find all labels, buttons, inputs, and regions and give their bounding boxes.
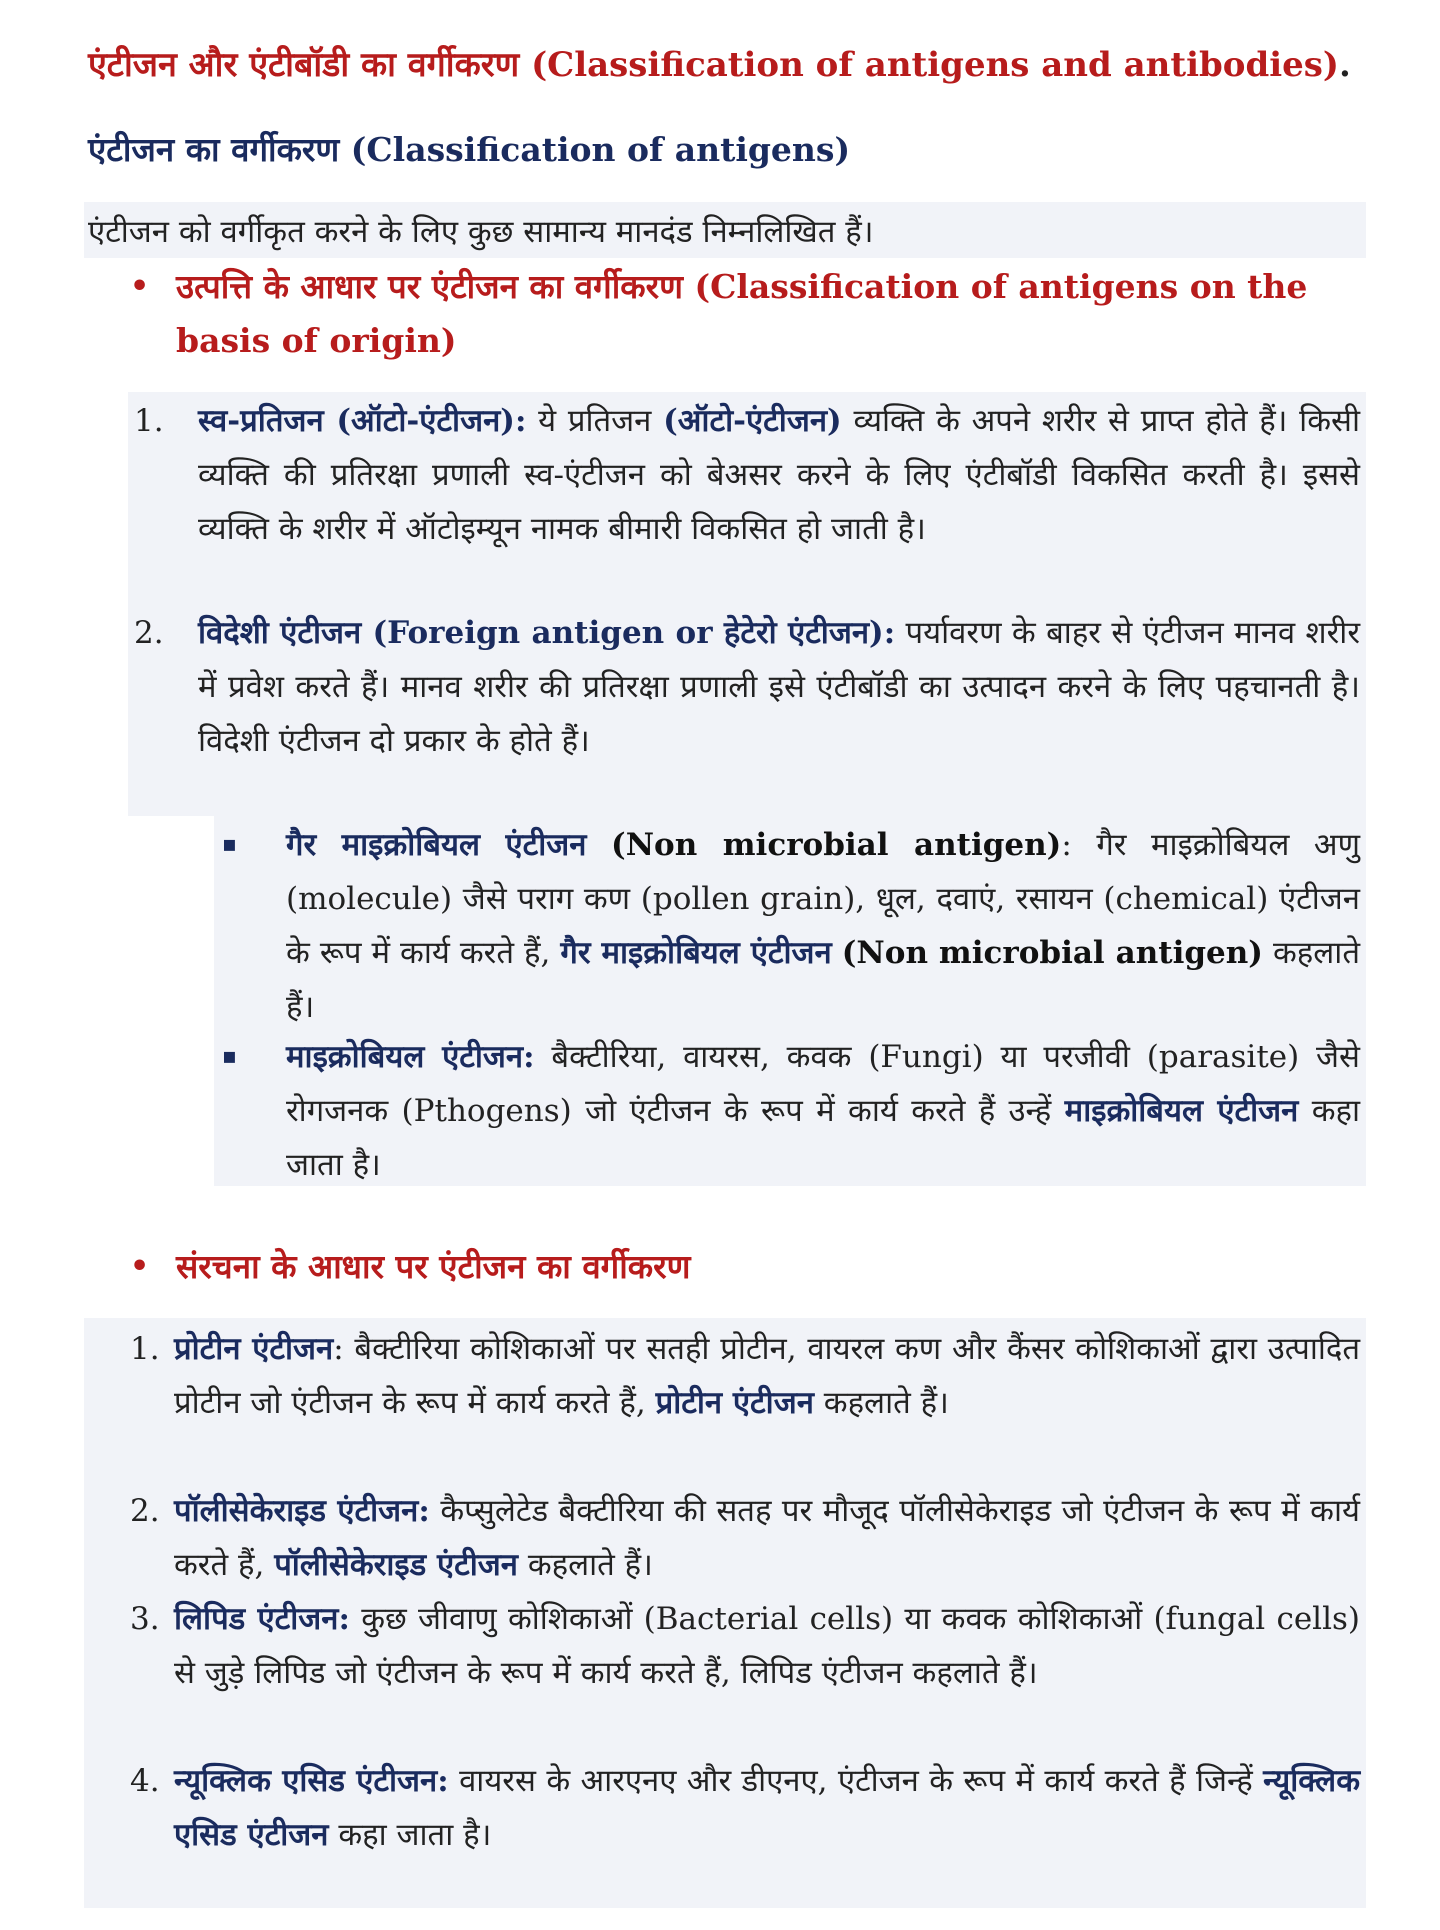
intro-text: एंटीजन को वर्गीकृत करने के लिए कुछ सामान्य मानदंड निम्नलिखित हैं। [88, 214, 874, 250]
title-english: (Classification of antigens and antibodies) [531, 45, 1340, 85]
term-auto-antigen: स्व-प्रतिजन (ऑटो-एंटीजन): [198, 403, 527, 439]
title-hindi: एंटीजन और एंटीबॉडी का वर्गीकरण [88, 45, 520, 85]
subtitle-english: (Classification of antigens) [350, 130, 851, 169]
list-item-foreign-antigen [134, 606, 1360, 768]
section2-heading-text: संरचना के आधार पर एंटीजन का वर्गीकरण [176, 1247, 691, 1286]
term-protein-antigen-2: प्रोटीन एंटीजन [655, 1385, 814, 1421]
item-text: कुछ जीवाणु कोशिकाओं (Bacterial cells) या कवक कोशिकाओं (fungal cells) से जुड़े लिपिड जो एंटीजन के रूप में कार्य करते हैं, लिपिड एंटीजन कहलाते हैं। [174, 1601, 1360, 1691]
list-item-polysaccharide-antigen [130, 1484, 1360, 1592]
item-tail: कहलाते हैं। [823, 1385, 949, 1421]
section1-heading-hindi: उत्पत्ति के आधार पर एंटीजन का वर्गीकरण [176, 267, 683, 306]
term-microbial: माइक्रोबियल एंटीजन: [286, 1039, 535, 1075]
term-non-microbial-english-2: (Non microbial antigen) [841, 935, 1263, 971]
item-number: 4. [130, 1763, 160, 1799]
page-title [88, 40, 1351, 86]
square-bullet: ▪ [222, 1044, 237, 1069]
item-text: वायरस के आरएनए और डीएनए, एंटीजन के रूप में कार्य करते हैं जिन्हें [459, 1763, 1253, 1799]
item-tail: कहलाते हैं। [527, 1547, 653, 1583]
term-polysaccharide-antigen: पॉलीसेकेराइड एंटीजन: [174, 1493, 430, 1529]
term-foreign-antigen: विदेशी एंटीजन (Foreign antigen or हेटेरो एंटीजन): [198, 615, 896, 651]
bullet-dot: • [130, 1249, 150, 1284]
sublist-item-non-microbial [222, 818, 1360, 1034]
item-text: व्यक्ति के अपने शरीर से प्राप्त होते हैं। किसी व्यक्ति की प्रतिरक्षा प्रणाली स्व-एंटीजन को बेअसर करने के लिए एंटीबॉडी विकसित करती है। इससे व्यक्ति के शरीर में ऑटोइम्यून नामक बीमारी विकसित हो जाती है। [198, 403, 1360, 547]
item-number: 3. [130, 1601, 160, 1637]
item-text: कैप्सुलेटेड बैक्टीरिया की सतह पर मौजूद पॉलीसेकेराइड जो एंटीजन के रूप में कार्य करते हैं, [174, 1493, 1360, 1583]
bullet-dot: • [130, 269, 150, 304]
term-non-microbial-english: (Non microbial antigen) [611, 827, 1062, 863]
sublist-item-microbial [222, 1030, 1360, 1192]
list-item-auto-antigen [134, 394, 1360, 556]
term-lipid-antigen: लिपिड एंटीजन: [174, 1601, 350, 1637]
item-tail: कहा जाता है। [338, 1817, 492, 1853]
item-text: पर्यावरण के बाहर से एंटीजन मानव शरीर में प्रवेश करते हैं। मानव शरीर की प्रतिरक्षा प्रणाली इसे एंटीबॉडी का उत्पादन करने के लिए पहचानती है। विदेशी एंटीजन दो प्रकार के होते हैं। [198, 615, 1360, 759]
item-text: : गैर माइक्रोबियल अणु (molecule) जैसे पराग कण (pollen grain), धूल, दवाएं, रसायन (chemical) एंटीजन के रूप में कार्य करते हैं, [286, 827, 1360, 971]
square-bullet: ▪ [222, 832, 237, 857]
term-auto-antigen-2: (ऑटो-एंटीजन) [663, 403, 842, 439]
item-text: ये प्रतिजन [538, 403, 652, 439]
subtitle-hindi: एंटीजन का वर्गीकरण [88, 130, 340, 169]
term-microbial-2: माइक्रोबियल एंटीजन [1064, 1093, 1299, 1129]
item-number: 1. [130, 1331, 160, 1367]
title-period: . [1339, 45, 1351, 85]
item-number: 2. [134, 615, 164, 651]
list-item-nucleic-acid-antigen [130, 1754, 1360, 1862]
term-non-microbial-hindi-2: गैर माइक्रोबियल एंटीजन [560, 935, 832, 971]
term-polysaccharide-antigen-2: पॉलीसेकेराइड एंटीजन [274, 1547, 518, 1583]
section1-heading-english: (Classification of antigens on the basis of origin) [176, 267, 1308, 360]
term-protein-antigen: प्रोटीन एंटीजन [174, 1331, 334, 1367]
section1-heading [130, 260, 1355, 368]
list-item-protein-antigen [130, 1322, 1360, 1430]
item-number: 1. [134, 403, 164, 439]
item-text: : बैक्टीरिया कोशिकाओं पर सतही प्रोटीन, वायरल कण और कैंसर कोशिकाओं द्वारा उत्पादित प्रोटीन जो एंटीजन के रूप में कार्य करते हैं, [174, 1331, 1361, 1421]
term-non-microbial-hindi: गैर माइक्रोबियल एंटीजन [286, 827, 587, 863]
item-text: बैक्टीरिया, वायरस, कवक (Fungi) या परजीवी (parasite) जैसे रोगजनक (Pthogens) जो एंटीजन के रूप में कार्य करते हैं उन्हें [286, 1039, 1361, 1129]
list-item-lipid-antigen [130, 1592, 1360, 1700]
term-nucleic-acid-antigen-2: न्यूक्लिक एसिड एंटीजन [174, 1763, 1360, 1853]
item-tail: कहलाते हैं। [286, 935, 1360, 1025]
item-number: 2. [130, 1493, 160, 1529]
section2-heading [130, 1240, 1355, 1294]
item-tail: कहा जाता है। [286, 1093, 1361, 1183]
section-subtitle [88, 126, 850, 171]
term-nucleic-acid-antigen: न्यूक्लिक एसिड एंटीजन: [174, 1763, 449, 1799]
